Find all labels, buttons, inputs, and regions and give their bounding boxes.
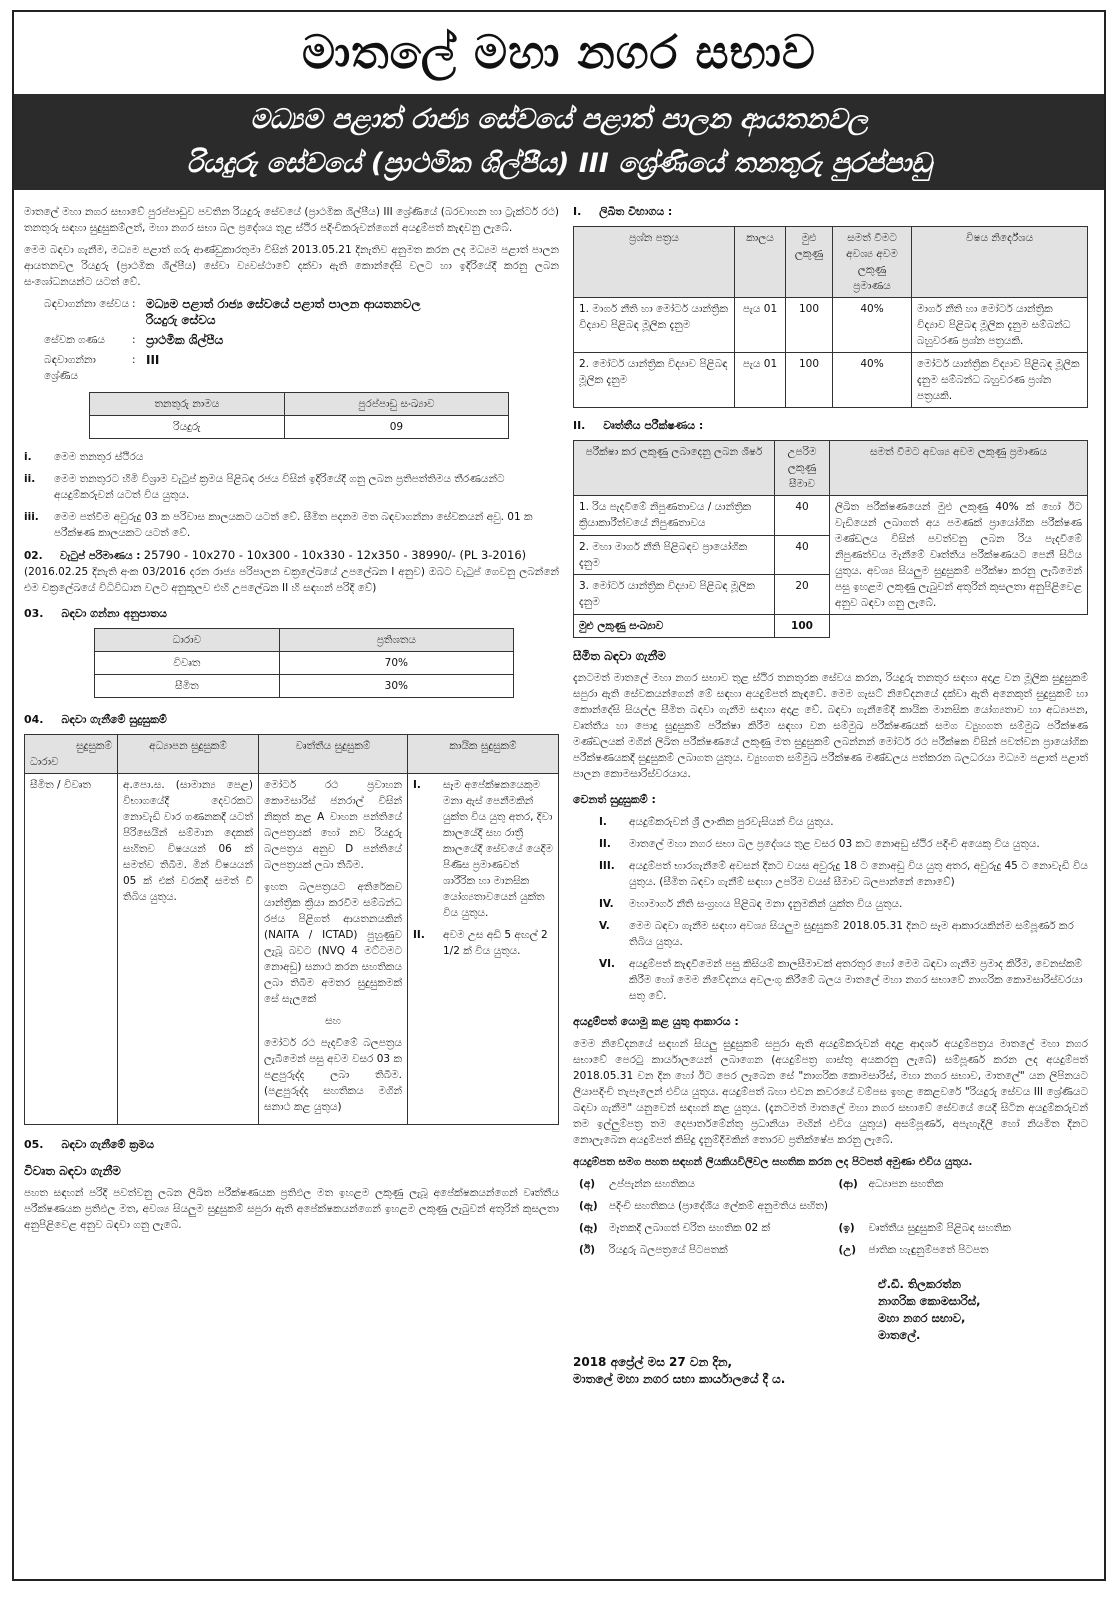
table-row (90, 416, 509, 439)
item-number: (ඈ) (579, 1222, 598, 1234)
method-heading (24, 1137, 559, 1153)
intro-paragraph-2: මෙම බඳවා ගැනීම, මධ්‍යම පළාත් ගරු ආණ්ඩුකාරතුමා විසින් 2013.05.21 දිනැතිව අනුමත කරන ලද මධ්‍යම පළාත් පාලන ආයතනවල රියදුරු (ප්‍රාථමික ශිල්පීය) සේවා ව්‍යවස්ථාවේ දක්වා ඇති කොන්දේසි වලට හා ඉදිරියේදී කරනු ලබන සංශෝධනයන්ට යටත් වේ. (24, 244, 559, 288)
item-text: පදිංචි සහතිකය (ප්‍රාදේශීය ලේකම් අනුමතිය සහිත) (609, 1200, 828, 1212)
practical-title: වෘත්තීය පරීක්ෂණය : (603, 419, 704, 432)
item-text: මෝටර් යාන්ත්‍රික විද්‍යාව පිළිබඳ මූලික දැනුම (579, 580, 755, 609)
list-item (599, 918, 1088, 950)
condition-list (24, 449, 559, 541)
item-number: VI. (599, 958, 616, 970)
item-number: (ඇ) (579, 1200, 598, 1212)
item-text: මහාමාර්ග නීති සංග්‍රහය පිළිබඳ මනා දැනුමකින් යුක්ත විය යුතුය. (629, 898, 903, 910)
right-column (573, 204, 1088, 1388)
service-value-line-1: මධ්‍යම පළාත් රාජ්‍ය සේවයේ පළාත් පාලන ආයතනවල (146, 297, 421, 311)
written-header-syllabus: විෂය නිර්දේශය (912, 227, 1088, 298)
vacancy-header-count: පුරප්පාඩු සංඛ්‍යාව (284, 393, 508, 416)
practical-total: 100 (775, 615, 830, 638)
section-number: I. (573, 205, 582, 218)
ratio-title: බඳවා ගන්නා අනුපාතය (61, 607, 167, 620)
list-item (839, 1176, 1089, 1192)
written-time: පැය 01 (735, 298, 786, 353)
item-number: 3. (579, 580, 590, 593)
empty-cell (830, 615, 1088, 638)
item-number: 1. (579, 501, 590, 513)
band-line-2: රියදුරු සේවයේ (ප්‍රාථමික ශිල්පීය) III ශ්‍රේණියේ තනතුරු පුරප්පාඩු (186, 148, 932, 179)
voc-item-1: මෝටර් රථ ප්‍රවාහන කොමසාරිස් ජනරාල් විසින් නිකුත් කළ A වාහන පන්තියේ බලපත්‍රයක් හෝ නව රියදුරු බලපත්‍රය අනුව D පන්තියේ බලපත්‍රයක් ලබා තිබීම. (264, 779, 402, 871)
list-item (579, 1198, 829, 1214)
vacancy-count: 09 (284, 416, 508, 439)
quals-header-voc: වෘත්තීය සුදුසුකම් (259, 735, 408, 774)
vacancy-table (89, 392, 509, 439)
item-text (869, 1198, 1089, 1214)
table-row (95, 652, 514, 675)
item-text: අධ්‍යාපන සහතික (868, 1178, 944, 1190)
written-pass: 40% (833, 298, 912, 353)
item-number: iii. (24, 511, 39, 523)
colon: : (132, 354, 136, 366)
service-value-line-2: රියදුරු සේවය (146, 313, 216, 327)
ratio-header-stream: ධාරාව (95, 629, 280, 652)
issue-date: 2018 අප්‍රේල් මස 27 වන දින, (573, 1355, 733, 1369)
item-number: (උ) (838, 1244, 857, 1256)
list-item (839, 1220, 1089, 1236)
practical-total-label: මුළු ලකුණු සංඛ්‍යාව (574, 615, 775, 638)
list-item (579, 1176, 829, 1192)
item-text: අයදුම්පත්‌ කැඳවීමෙන් පසු කිසියම් කාලසීමාවක් අතරතුර හෝ මෙම බඳවා ගැනීම ප්‍රමාද කිරීම, වෙනස්කම් කිරීම හෝ මෙම නිවේදනය අවලංගු කිරීමේ බලය මාතලේ මහා නගර සභාවේ නාගරික කොමසාරිස්වරයා සතු වේ. (629, 958, 1083, 1002)
practical-heading (573, 418, 1088, 434)
item-text: රියදුරු බලපත්‍රයේ පිටපතක් (609, 1244, 728, 1256)
item-text: උප්පැන්න සහතිකය (609, 1178, 695, 1190)
open-recruitment-title: විවෘත බඳවා ගැනීම (24, 1164, 121, 1178)
ratio-stream: සීමිත (95, 675, 280, 698)
section-number: 04. (24, 713, 44, 726)
list-item (413, 777, 553, 921)
item-text: ජාතික හැඳුනුම්පතේ පිටපත (868, 1244, 989, 1256)
practical-header-pass: සමත් වීමට අවශ්‍ය අවම ලකුණු ප්‍රමාණය (830, 441, 1088, 496)
salary-label: වැටුප් පරිමාණය : (59, 550, 141, 562)
quals-education: අ.පො.ස. (සාමාන්‍ය පෙළ) විභාගයේදී දෙවරකට නොවැඩි වාර ගණනකදී යටත් පිරිසෙයින් සම්මාන දෙකක් සහිතව විෂයයන් 06 ක් සමත්ව තිබීම. මින් විෂයයන් 05 ක් එක් වරකදී සමත් වී තිබිය යුතුය. (118, 774, 259, 1125)
section-number: 03. (24, 607, 44, 620)
signatory-title: නාගරික කොමසාරිස්, (878, 1294, 981, 1308)
written-paper (574, 353, 735, 408)
quals-title: බඳවා ගැනීමේ සුදුසුකම් (61, 713, 167, 726)
item-text: මෑතකදී ලබාගත් චරිත සහතික 02 ක් (609, 1222, 771, 1234)
list-item (579, 1242, 829, 1258)
item-text: මාතලේ මහා නගර සභා බල ප්‍රදේශය තුළ වසර 03 කට නොඅඩු ස්ථිර පදිංචි අයෙකු විය යුතුය. (629, 838, 1040, 850)
ratio-header-percent: ප්‍රතිශතය (279, 629, 513, 652)
list-item (599, 814, 1088, 830)
list-item (599, 956, 1088, 1004)
section-number: II. (573, 419, 586, 432)
written-pass: 40% (833, 353, 912, 408)
item-text: මෙම තනතුරට හිමි විශ්‍රාම වැටුප් ක්‍රමය පිළිබඳ රජය විසින් ඉදිරියේදී ගනු ලබන ප්‍රතිපත්තිමය තීරණයන්ට අයදුම්කරුවන් යටත් විය යුතුය. (54, 473, 505, 501)
item-number: ii. (24, 473, 36, 485)
quals-header-phys: කායික සුදුසුකම් (408, 735, 559, 774)
quals-corner-bottom: ධාරාව (30, 756, 59, 768)
category-label: සේවක ගණය (44, 334, 105, 346)
colon: : (132, 298, 136, 310)
item-text: සෑම අපේක්ෂකයෙකුම මනා ඇස් පෙනීමකින් යුක්ත විය යුතු අතර, දිවා කාලයේදී සහ රාත්‍රී කාලයේදී සේවයේ යෙදීම පිණිස ප්‍රමාණවත් ශාරීරික හා මානසික යෝග්‍යතාවයෙන් යුක්ත විය යුතුය. (443, 779, 553, 919)
method-title: බඳවා ගැනීමේ ක්‍රමය (61, 1138, 155, 1151)
item-number: V. (599, 920, 610, 932)
quals-physical (408, 774, 559, 1125)
table-row (25, 774, 559, 1125)
written-header-pass: සමත් වීමට අවශ්‍ය අවම ලකුණු ප්‍රමාණය (833, 227, 912, 298)
item-text: මෙම පත්වීම අවුරුදු 03 ක පරිවාස කාලයකට යටත් වේ. සීමිත පදනම මත බඳවාගන්නා සේවකයන් අවු. 01 ක පරීක්ෂණ කාලයකට යටත් වේ. (54, 511, 533, 539)
practical-header-max: උපරිම ලකුණු සීමාව (775, 441, 830, 496)
ratio-percent: 70% (279, 652, 513, 675)
ratio-heading (24, 606, 559, 622)
item-text: මහා මාර්ග නීති පිළිබඳව ප්‍රායෝගික දැනුම (579, 540, 748, 569)
item-number: (අ) (579, 1178, 596, 1190)
written-title: ලිඛිත විභාගය : (599, 205, 673, 218)
item-number: II. (599, 838, 611, 850)
item-number: 2. (579, 540, 590, 553)
intro-paragraph-1: මාතලේ මහා නගර සභාවේ පුරප්පාඩුව පවතින රියදුරු සේවයේ (ප්‍රාථමික ශිල්පීය) III ශ්‍රේණියේ (බරවාහන හා ට්‍රැක්ටර් රථ) තනතුරු සඳහා සුදුසුකම්ලත්, මහා නගර සභා බල ප්‍රදේශය තුළ ස්ථිර පදිංචිකරුවන්ගෙන් අයදුම්පත් කැඳවනු ලැබේ. (24, 206, 559, 234)
item-text: මෙම බඳවා ගැනීම සඳහා අවශ්‍ය සියලුම සුදුසුකම් 2018.05.31 දිනට සෑම ආකාරයකින්ම සම්පූර්ණ කර තිබිය යුතුය. (629, 920, 1074, 948)
item-number (839, 1198, 869, 1214)
left-column (24, 204, 573, 1388)
signatory-org: මහා නගර සභාව, (878, 1311, 966, 1325)
category-value: ප්‍රාථමික ශිල්පීය (146, 333, 224, 347)
item-number: IV. (599, 898, 614, 910)
salary-note: (2016.02.25 දිනැති අංක 03/2016 දරන රාජ්‍ය පරිපාලන චක්‍රලේඛයේ උපලේඛන I අනුව) ඔබට වැටුප් ගෙවනු ලබන්නේ එම චක්‍රලේඛයේ විධිවිධාන වලට අනුකූලව එහි උපලේඛන II හි සඳහන් පරිදි වේ) (24, 566, 559, 594)
practical-item (574, 575, 775, 615)
item-text: මෝටර් යාන්ත්‍රික විද්‍යාව පිළිබඳ මූලික දැනුම (579, 358, 728, 386)
item-text: රිය පැදවීමේ නිපුණතාවය / යාන්ත්‍රික ක්‍රියාකාරීත්වයේ නිපුණතාවය (579, 501, 752, 529)
item-text: අයදුම්පත් භාරගැනීමේ අවසන් දිනට වයස අවුරුදු 18 ට නොඅඩු විය යුතු අතර, අවුරුදු 45 ට නොවැඩි විය යුතුය. (සීමිත බඳවා ගැනීම් සඳහා උපරිම වයස් සීමාව බලපාන්නේ නොවේ) (629, 860, 1088, 888)
ratio-stream: විවෘත (95, 652, 280, 675)
item-number: i. (24, 451, 32, 463)
written-header-paper: ප්‍රශ්න පත්‍රය (574, 227, 735, 298)
section-number: 05. (24, 1138, 44, 1151)
written-header-time: කාලය (735, 227, 786, 298)
item-text: මෙම තනතුර ස්ථිරය (54, 451, 144, 463)
signatory-city: මාතලේ. (878, 1328, 921, 1342)
signatory-name: ඒ.ඩී. තිලකරත්න (878, 1277, 961, 1291)
service-value (146, 296, 421, 328)
practical-exam-table (573, 440, 1088, 638)
written-marks: 100 (786, 298, 833, 353)
item-number: III. (599, 860, 615, 872)
vacancy-header-post: තනතුරු නාමය (90, 393, 285, 416)
practical-item (574, 535, 775, 575)
quals-stream: සීමිත / විවෘත (25, 774, 118, 1125)
signature-block (573, 1276, 1088, 1344)
written-marks: 100 (786, 353, 833, 408)
table-row (574, 353, 1088, 408)
list-item (413, 927, 553, 959)
quals-header-edu: අධ්‍යාපන සුදුසුකම් (118, 735, 259, 774)
issue-date-block (573, 1354, 1088, 1388)
list-item (24, 449, 559, 465)
item-number: I. (413, 779, 421, 791)
other-quals-title: වෙනත් සුදුසුකම් : (573, 793, 656, 806)
apply-title: අයදුම්පත් යොමු කළ යුතු ආකාරය : (573, 1015, 739, 1028)
section-number: 02. (24, 550, 43, 562)
open-recruitment-text: පහත සඳහන් පරිදි පවත්වනු ලබන ලිඛිත පරීක්ෂණයක ප්‍රතිඵල මත ඉහළම ලකුණු ලැබූ අපේක්ෂකයන්ගෙන් වෘත්තීය පරීක්ෂණයක ප්‍රතිඵල මත, අවශ්‍ය සියලුම සුදුසුකම් සපුරා ඇති අපේක්ෂකයන්ගෙන් ඉහළම ලකුණු ලැබුවන් අතුරින් කුසලතා අනුපිළිවෙළ අනුව බඳවා ගනු ලැබේ. (24, 1187, 559, 1231)
quals-vocational (259, 774, 408, 1125)
table-row (95, 675, 514, 698)
table-row (574, 496, 1088, 536)
grade-label: බඳවාගන්නා ශ්‍රේණිය (44, 354, 96, 382)
vacancy-post: රියදුරු (90, 416, 285, 439)
quals-heading (24, 712, 559, 728)
practical-item (574, 496, 775, 536)
item-text: අවම උස අඩි 5 අඟල් 2 1/2 ක් විය යුතුය. (443, 929, 548, 957)
category-row (44, 332, 559, 348)
voc-item-2: ඉහත බලපත්‍රයට අතිරේකව යාන්ත්‍රික ක්‍රියා කරවීම සම්බන්ධ රජය පිළිගත් ආයතනයකින් (NAITA / ICTAD) පුහුණුව ලැබූ බවට (NVQ 4 මට්ටමට නොඅඩු) සනාථ කරන සහතිකය ලබා තිබීම අමතර සුදුසුකමක් සේ සැලකේ (264, 881, 402, 1005)
practical-max: 40 (775, 535, 830, 575)
table-row (574, 298, 1088, 353)
written-syllabus: මාර්ග නීති හා මෝටර් යාන්ත්‍රික විද්‍යාව පිළිබඳ මූලික දැනුම සම්බන්ධ බහුවරණ ප්‍රශ්න පත්‍රයකි. (912, 298, 1088, 353)
service-row (44, 296, 559, 328)
ratio-table (94, 628, 514, 698)
voc-and: සහ (325, 1015, 341, 1027)
item-number: (ඊ) (579, 1244, 596, 1256)
quals-corner-top: සුදුසුකම් (76, 740, 112, 752)
quals-corner (25, 735, 118, 774)
written-header-marks: මුළු ලකුණු (786, 227, 833, 298)
service-label: බඳවාගන්නා සේවය (44, 298, 130, 310)
practical-pass-text: ලිඛිත පරීක්ෂණයෙන් මුළු ලකුණු 40% ක් හෝ ඊට වැඩියෙන් ලබාගත් අය පමණක් ප්‍රායෝගික පරීක්ෂණ මණ්ඩලය විසින් පවත්වනු ලබන රිය පැදවීමේ නිපුණත්වය මැනීමේ වෘත්තීය පරීක්ෂණයට පෙනී සිටිය යුතුය. අවශ්‍ය සියලුම සුදුසුකම් පරීක්ෂා කරනු ලැබීමෙන් පසු ඉහළම ලකුණු ලැබුවන් අතුරින් කුසලතා අනුපිළිවෙළ අනුව බඳවා ගනු ලැබේ. (830, 496, 1088, 615)
list-item (599, 836, 1088, 852)
limited-title: සීමිත බඳවා ගැනීම (573, 649, 666, 663)
list-item (24, 471, 559, 503)
issue-place: මාතලේ මහා නගර සභා කාර්යාලයේ දී ය. (573, 1372, 786, 1386)
band-line-1: මධ්‍යම පළාත් රාජ්‍ය සේවයේ පළාත් පාලන ආයතනවල (250, 104, 868, 135)
item-text: මාර්ග නීති හා මෝටර් යාන්ත්‍රික විද්‍යාව පිළිබඳ මූලික දැනුම (579, 303, 728, 331)
colon: : (132, 334, 136, 346)
item-number: 2. (579, 358, 590, 370)
ratio-percent: 30% (279, 675, 513, 698)
gazette-notice (12, 10, 1106, 1581)
list-item (24, 509, 559, 541)
table-row (574, 615, 1088, 638)
item-number: (ආ) (838, 1178, 858, 1190)
salary-section (24, 547, 559, 596)
item-number: (ඉ) (838, 1222, 855, 1234)
list-item (579, 1220, 829, 1236)
practical-max: 40 (775, 496, 830, 536)
written-paper (574, 298, 735, 353)
grade-value: III (146, 353, 160, 367)
practical-header-item: පරීක්ෂා කර ලකුණු ලබාදෙනු ලබන ශීර්ෂ (574, 441, 775, 496)
item-number: 1. (579, 303, 590, 315)
list-item (839, 1242, 1089, 1258)
list-item (599, 858, 1088, 890)
voc-item-3: මෝටර් රථ පැදවීමේ බලපත්‍රය ලැබීමෙන් පසු අවම වසර 03 ක පළපුරුද්ද ලබා තිබීම. (පළපුරුද්ද සහතිකය මගින් සනාථ කළ යුතුය) (264, 1037, 402, 1113)
written-heading (573, 204, 1088, 220)
written-syllabus: මෝටර් යාන්ත්‍රික විද්‍යාව පිළිබඳ මූලික දැනුම සම්බන්ධ බහුවරණ ප්‍රශ්න පත්‍රයකි. (912, 353, 1088, 408)
apply-text: මෙම නිවේදනයේ සඳහන් සියලු සුදුසුකම් සපුරා ඇති අයදුම්කරුවන් අදාළ ආදර්ශ අයදුම්පත්‍රය මාතලේ මහා නගර සභාවේ පෙරටු කාර්යාලයෙන් ලබාගෙන (අයදුම්පත්‍ර ගාස්තු අයකරනු ලැබේ) සම්පූර්ණ කරන ලද අයදුම්පත් 2018.05.31 වන දින හෝ ඊට පෙර ලැබෙන සේ "නාගරික කොමසාරිස්, මහා නගර සභාව, මාතලේ" යන ලිපිනයට ලියාපදිංචි තැපෑලෙන් එවිය යුතුය. අයදුම්පත් බහා එවන කවරයේ වම්පස ඉහළ කෙළවරේ "රියදුරු සේවය III ශ්‍රේණියට බඳවා ගැනීම" යනුවෙන් සඳහන් කළ යුතුය. (දැනටමත් මාතලේ මහා නගර සභාවේ සේවයේ යෙදී සිටින අයදුම්කරුවන් තම ඉල්ලුම්පත්‍ර තම දෙපාර්තමේන්තු ප්‍රධානියා මඟින් එවිය යුතුය) අසම්පූර්ණ, අපැහැදිලි හෝ නියමිත දිනට නොලැබෙන අයදුම්පත් කිසිදු දැනුම්දීමකින් තොරව ප්‍රතික්ෂේප කරනු ලැබේ. (573, 1038, 1088, 1146)
written-exam-table (573, 226, 1088, 408)
practical-max: 20 (775, 575, 830, 615)
document-list (579, 1176, 1088, 1264)
item-text: වෘත්තීය සුදුසුකම් පිළිබඳ සහතික (868, 1222, 1011, 1234)
item-text: අයදුම්කරුවන් ශ්‍රී ලාංකික පුරවැසියන් විය යුතුය. (629, 816, 834, 828)
item-number: II. (413, 929, 425, 941)
attach-title: අයදුම්පත සමග පහත සඳහන් ලියකියවිලිවල සහතික කරන ලද පිටපත් අමුණා එවිය යුතුය. (573, 1156, 973, 1168)
grade-row (44, 352, 559, 384)
list-item (599, 896, 1088, 912)
list-item (839, 1198, 1089, 1214)
qualifications-table (24, 734, 559, 1125)
limited-text: දැනටමත් මාතලේ මහා නගර සභාව තුළ ස්ථිර තනතුරක සේවය කරන, රියදුරු තනතුර සඳහා අදාළ වන මූලික සුදුසුකම් සපුරා ඇති සේවකයන්ගෙන් මේ සඳහා අයදුම්පත් කැඳවේ. මෙම ගැසට් නිවේදනයේ දක්වා ඇති අනෙකුත් සුදුසුකම් හා කොන්දේසි සියල්ල සීමිත බඳවා ගැනීම සඳහා අදාළ වේ. බඳවා ගැනීමේදී කායික මානසික යෝග්‍යතාව හා අධ්‍යාපන, වෘත්තීය හා පොදු සුදුසුකම් පරීක්ෂා කිරීම සඳහා වන සම්මුඛ පරීක්ෂණයක් සමග ව්‍යුහගත සම්මුඛ පරීක්ෂණ මණ්ඩලයක් මගින් ලිඛිත පරීක්ෂණයේ ලකුණු මත සුදුසුකම් ලබන්නන් මෝටර් රථ පරීක්ෂක විසින් පවත්වන ප්‍රායෝගික පරීක්ෂණයකදී සුදුසුකම් ලබාගත යුතුය. ව්‍යුහගත සම්මුඛ පරීක්ෂණ මණ්ඩලය පත්කරන බලධරයා මධ්‍යම පළාත් පළාත් පාලන කොමසාරිස්වරයාය. (573, 672, 1088, 780)
council-title: මාතලේ මහා නගර සභාව (302, 25, 816, 79)
salary-scale: 25790 - 10x270 - 10x300 - 10x330 - 12x350 - 38990/- (PL 3-2016) (143, 548, 527, 562)
vacancy-title-band (14, 94, 1104, 190)
written-time: පැය 01 (735, 353, 786, 408)
other-quals-list (599, 814, 1088, 1004)
item-number: I. (599, 816, 607, 828)
